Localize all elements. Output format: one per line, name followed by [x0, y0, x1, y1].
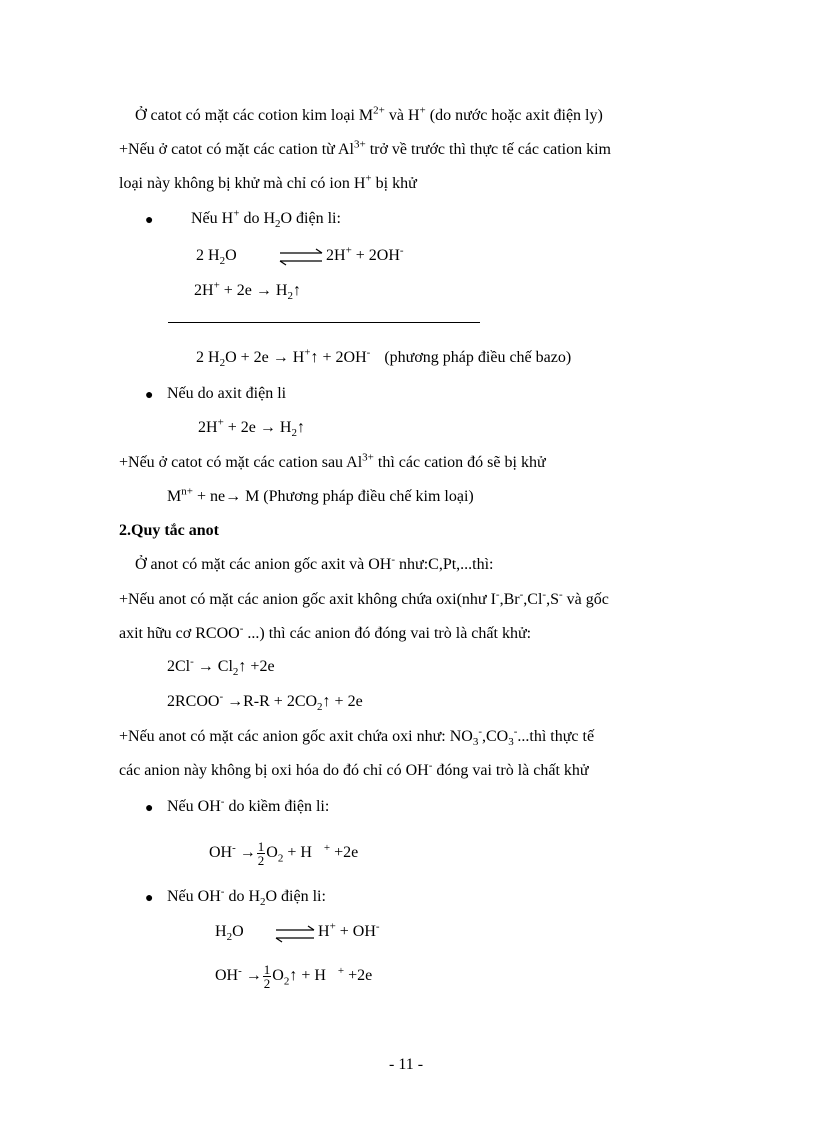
- anot-intro: Ở anot có mặt các anion gốc axit và OH- như:C,Pt,...thì:: [135, 553, 494, 573]
- anot-rule2-line2: các anion này không bị oxi hóa do đó chỉ có OH- đóng vai trò là chất khử: [119, 759, 589, 779]
- anot-case1: Nếu OH- do kiềm điện li:: [167, 795, 330, 815]
- anot-eq2: 2RCOO- $\to R-R + 2CO_2↑ + 2e$: [167, 690, 363, 714]
- anot-eq5: OH- → $\frac{1}{2}$ $O_2↑ + H$ + +2e: [215, 962, 373, 991]
- one-half-fraction: $\frac{1}{2}$: [263, 962, 271, 991]
- bullet-dot-icon: ●: [145, 213, 154, 228]
- catot-intro: Ở catot có mặt các cotion kim loại $M^{2+}$ và H+ (do nước hoặc axit điện ly): [135, 104, 603, 124]
- anot-rule1-line1: +Nếu anot có mặt các anion gốc axit không chứa oxi(như I-,Br-,Cl-,S- và gốc: [119, 588, 609, 608]
- catot-eq1-left: 2 $H_2O$: [196, 247, 237, 268]
- catot-rule1-line2: loại này không bị khử mà chỉ có ion H+ bị khử: [119, 172, 417, 192]
- catot-eq1-right: 2H+ + 2OH-: [326, 244, 404, 264]
- anot-case2: Nếu OH- do $H_2O$ điện li:: [167, 885, 326, 909]
- bullet-dot-icon: ●: [145, 891, 154, 906]
- equilibrium-arrows-icon: [272, 925, 318, 943]
- anot-eq1: $2Cl^- \to Cl_2↑ +2e$: [167, 655, 275, 679]
- anot-eq3: OH- → $\frac{1}{2}$ $O_2 + H$ + +2e: [209, 839, 359, 868]
- catot-case1: Nếu H+ do $H_2O$ điện li:: [191, 207, 341, 231]
- anot-heading: 2.Quy tắc anot: [119, 522, 219, 539]
- anot-rule1-line2: axit hữu cơ RCOO- ...) thì các anion đó đóng vai trò là chất khử:: [119, 622, 532, 642]
- catot-eq2: $2H^+ + 2e \to H_2↑$: [194, 279, 301, 303]
- catot-case2: Nếu do axit điện li: [167, 385, 287, 402]
- one-half-fraction: $\frac{1}{2}$: [257, 839, 265, 868]
- sum-divider: [168, 322, 480, 323]
- catot-eq3: 2 $H_2O + 2e$ → H+↑ + 2OH- (phương pháp điều chế bazo): [196, 346, 572, 370]
- equilibrium-arrows-icon: [276, 248, 326, 266]
- catot-rule2: +Nếu ở catot có mặt các cation sau $Al^{3+}$ thì các cation đó sẽ bị khử: [119, 451, 546, 471]
- anot-eq4-left: $H_2O$: [215, 923, 244, 944]
- bullet-dot-icon: ●: [145, 801, 154, 816]
- catot-eq4: $2H^+ + 2e \to H_2↑$: [198, 416, 305, 440]
- page-number: - 11 -: [389, 1056, 424, 1073]
- anot-eq4-right: H+ + OH-: [318, 920, 380, 940]
- catot-eq5: $M^{n+} + ne\to M$ (Phương pháp điều chế kim loại): [167, 485, 474, 505]
- bullet-dot-icon: ●: [145, 388, 154, 403]
- anot-rule2-line1: +Nếu anot có mặt các anion gốc axit chứa oxi như: $NO_3^-,CO_3^-...thì$ thực tế: [119, 725, 595, 749]
- catot-rule1-line1: +Nếu ở catot có mặt các cation từ $Al^{3+}$ trở về trước thì thực tế các cation kim: [119, 138, 611, 158]
